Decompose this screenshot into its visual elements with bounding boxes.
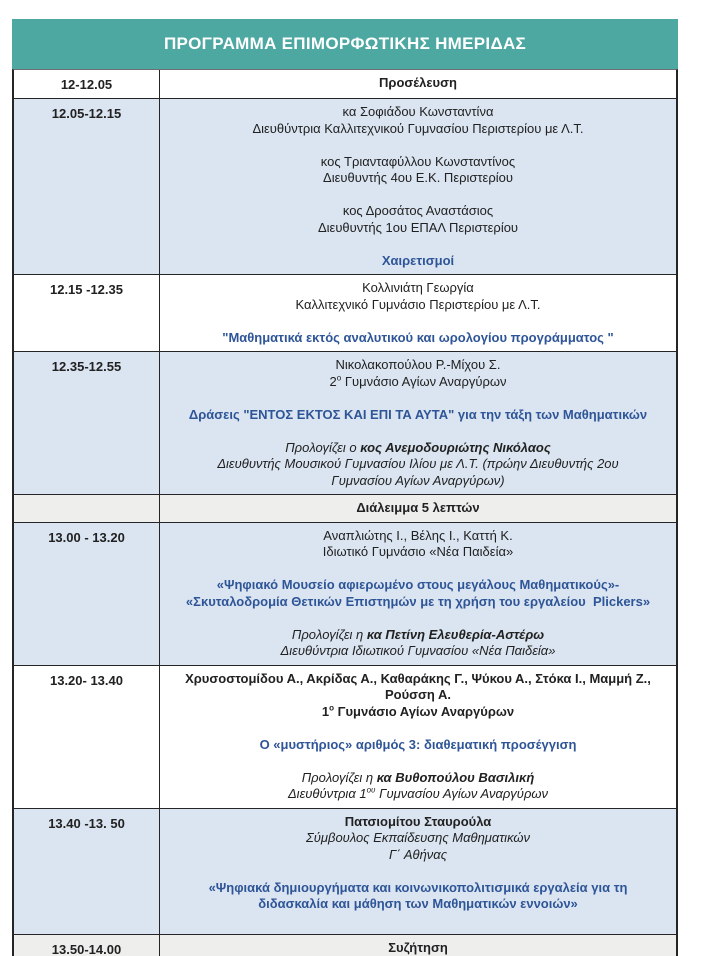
text-segment: Διευθυντής 4ου Ε.Κ. Περιστερίου: [323, 170, 513, 185]
table-row: [14, 274, 676, 351]
time-cell: 13.00 - 13.20: [14, 523, 160, 665]
text-line: [170, 170, 666, 187]
text-line: [170, 137, 666, 154]
text-line: [170, 687, 666, 704]
text-segment: Προλογίζει ο: [285, 439, 361, 455]
text-segment: Σύμβουλος Εκπαίδευσης Μαθηματικών: [305, 830, 531, 845]
text-segment: Γυμνασίου Αγίων Αναργύρων: [375, 786, 549, 801]
text-line: [170, 720, 666, 737]
text-line: [170, 737, 666, 754]
program-table: [12, 19, 678, 956]
session-cell: [160, 523, 676, 665]
text-segment: Ο «μυστήριος» αριθμός 3: διαθεματική προσέγγιση: [259, 736, 577, 752]
session-cell: [160, 666, 676, 808]
text-line: [170, 643, 666, 660]
text-line: [170, 671, 666, 688]
session-cell: [160, 352, 676, 494]
text-segment: Διευθύντρια Καλλιτεχνικού Γυμνασίου Περιστερίου με Λ.Τ.: [252, 120, 584, 136]
text-line: [170, 561, 666, 578]
text-segment: "Μαθηματικά εκτός αναλυτικού και ωρολογίου προγράμματος ": [222, 329, 614, 345]
text-line: [170, 357, 666, 374]
text-line: [170, 896, 666, 913]
text-segment: Διάλειμμα 5 λεπτών: [356, 500, 480, 515]
text-line: [170, 913, 666, 930]
text-segment: «Ψηφιακό Μουσείο αφιερωμένο στους μεγάλους Μαθηματικούς»-: [216, 577, 620, 592]
text-segment: Νικολακοπούλου Ρ.-Μίχου Σ.: [335, 357, 501, 372]
text-segment: Συζήτηση: [388, 940, 448, 955]
time-cell: [14, 495, 160, 522]
text-line: [170, 940, 666, 956]
text-line: [170, 374, 666, 391]
text-line: [170, 440, 666, 457]
text-line: [170, 814, 666, 831]
text-line: [170, 407, 666, 424]
text-segment: Γυμνάσιο Αγίων Αναργύρων: [334, 703, 515, 719]
text-line: [170, 104, 666, 121]
session-cell: [160, 99, 676, 274]
text-segment: Καλλιτεχνικό Γυμνάσιο Περιστερίου με Λ.Τ.: [295, 296, 541, 312]
text-segment: κος Δροσάτος Αναστάσιος: [342, 203, 494, 218]
session-cell: [160, 70, 676, 98]
text-line: [170, 704, 666, 721]
text-line: [170, 753, 666, 770]
text-segment: Αναπλιώτης Ι., Βέλης Ι., Καττή Κ.: [323, 527, 513, 543]
text-segment: Γυμνασίου Αγίων Αναργύρων): [331, 472, 505, 488]
text-segment: ο: [329, 703, 335, 713]
text-segment: 2: [329, 373, 337, 389]
table-row: [14, 934, 676, 956]
time-cell: 13.50-14.00: [14, 935, 160, 956]
session-cell: [160, 935, 676, 956]
text-segment: Προλογίζει η: [301, 769, 377, 785]
text-line: [170, 544, 666, 561]
text-segment: κα Πετίνη Ελευθερία-Αστέρω: [366, 626, 545, 642]
text-segment: Δράσεις "ΕΝΤΟΣ ΕΚΤΟΣ ΚΑΙ ΕΠΙ ΤΑ ΑΥΤΑ" για την τάξη των Μαθηματικών: [188, 406, 648, 422]
text-line: [170, 830, 666, 847]
text-segment: Προλογίζει η: [291, 626, 367, 642]
text-segment: κος Τριανταφύλλου Κωνσταντίνος: [320, 153, 516, 169]
text-segment: «Ψηφιακά δημιουργήματα και κοινωνικοπολιτισμικά εργαλεία για τη: [208, 879, 628, 895]
text-line: [170, 75, 666, 92]
table-row: [14, 808, 676, 935]
text-segment: Κολλινιάτη Γεωργία: [362, 280, 474, 295]
schedule-body: [12, 69, 678, 956]
text-segment: Γ΄ Αθήνας: [388, 846, 448, 862]
table-row: [14, 494, 676, 522]
table-row: [14, 351, 676, 494]
text-line: [170, 528, 666, 545]
text-segment: κα Βυθοπούλου Βασιλική: [376, 769, 535, 785]
text-line: [170, 297, 666, 314]
text-segment: Χρυσοστομίδου Α., Ακρίδας Α., Καθαράκης Γ., Ψύκου Α., Στόκα Ι., Μαμμή Ζ.,: [185, 670, 651, 686]
text-line: [170, 594, 666, 611]
text-segment: κος Ανεμοδουριώτης Νικόλαος: [360, 439, 551, 455]
text-line: [170, 423, 666, 440]
text-line: [170, 313, 666, 330]
time-cell: 13.20- 13.40: [14, 666, 160, 808]
table-row: [14, 665, 676, 808]
text-line: [170, 770, 666, 787]
text-line: [170, 627, 666, 644]
text-segment: κα Σοφιάδου Κωνσταντίνα: [342, 104, 494, 119]
text-line: [170, 473, 666, 490]
text-line: [170, 577, 666, 594]
text-segment: 1: [321, 703, 330, 719]
text-line: [170, 786, 666, 803]
session-cell: [160, 275, 676, 351]
time-cell: 12.05-12.15: [14, 99, 160, 274]
text-line: [170, 121, 666, 138]
text-line: [170, 253, 666, 270]
text-line: [170, 863, 666, 880]
text-segment: «Σκυταλοδρομία Θετικών Επιστημών με τη χρήση του εργαλείου Plickers»: [185, 593, 651, 609]
text-segment: Πατσιομίτου Σταυρούλα: [344, 813, 492, 829]
session-cell: [160, 809, 676, 935]
text-segment: Χαιρετισμοί: [381, 252, 455, 268]
text-segment: ου: [366, 785, 376, 795]
table-row: [14, 70, 676, 98]
text-segment: διδασκαλία και μάθηση των Μαθηματικών εννοιών»: [258, 896, 578, 911]
text-segment: Ιδιωτικό Γυμνάσιο «Νέα Παιδεία»: [322, 544, 514, 559]
page-title: ΠΡΟΓΡΑΜΜΑ ΕΠΙΜΟΡΦΩΤΙΚΗΣ ΗΜΕΡΙΔΑΣ: [163, 34, 527, 53]
text-segment: Γυμνάσιο Αγίων Αναργύρων: [341, 373, 507, 389]
text-line: [170, 203, 666, 220]
text-line: [170, 236, 666, 253]
text-line: [170, 187, 666, 204]
text-segment: ο: [336, 373, 342, 383]
text-line: [170, 280, 666, 297]
time-cell: 12.35-12.55: [14, 352, 160, 494]
table-row: [14, 98, 676, 274]
session-cell: [160, 495, 676, 522]
table-row: [14, 522, 676, 665]
text-segment: Διευθύντρια 1: [287, 786, 367, 801]
program-header: [12, 19, 678, 69]
text-line: [170, 456, 666, 473]
text-line: [170, 880, 666, 897]
text-line: [170, 220, 666, 237]
text-line: [170, 154, 666, 171]
time-cell: 13.40 -13. 50: [14, 809, 160, 935]
text-segment: Προσέλευση: [379, 75, 457, 90]
text-segment: Διευθυντής 1ου ΕΠΑΛ Περιστερίου: [317, 219, 519, 235]
text-line: [170, 330, 666, 347]
text-line: [170, 847, 666, 864]
text-line: [170, 390, 666, 407]
time-cell: 12.15 -12.35: [14, 275, 160, 351]
text-segment: Ρούσση Α.: [384, 687, 452, 702]
text-segment: Διευθύντρια Ιδιωτικού Γυμνασίου «Νέα Παιδεία»: [280, 643, 556, 658]
text-line: [170, 500, 666, 517]
text-line: [170, 610, 666, 627]
text-segment: Διευθυντής Μουσικού Γυμνασίου Ιλίου με Λ.Τ. (πρώην Διευθυντής 2ου: [217, 456, 619, 471]
time-cell: 12-12.05: [14, 70, 160, 98]
